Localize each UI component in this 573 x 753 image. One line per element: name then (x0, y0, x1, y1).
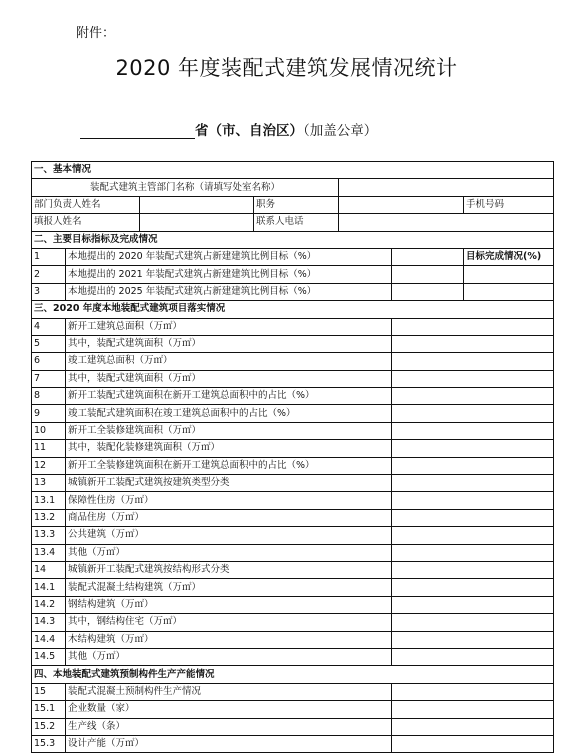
value-cell[interactable] (392, 318, 554, 335)
row-number: 13.1 (32, 492, 66, 509)
row-label: 其中，装配式建筑面积（万㎡） (66, 335, 392, 352)
value-cell[interactable] (392, 579, 554, 596)
filler-name-label: 填报人姓名 (32, 214, 140, 231)
section-heading: 四、本地装配式建筑预制构件生产产能情况 (32, 666, 554, 683)
value-cell[interactable] (392, 492, 554, 509)
contact-phone-cell[interactable] (339, 214, 554, 231)
value-cell[interactable] (392, 248, 464, 265)
row-label: 木结构建筑（万㎡） (66, 631, 392, 648)
row-label: 其中，钢结构住宅（万㎡） (66, 614, 392, 631)
head-name-label: 部门负责人姓名 (32, 196, 140, 213)
table-row (32, 283, 554, 300)
table-row (32, 614, 554, 631)
table-row (32, 318, 554, 335)
row-number: 14.3 (32, 614, 66, 631)
row-number: 13.4 (32, 544, 66, 561)
row-number: 12 (32, 457, 66, 474)
table-row (32, 735, 554, 752)
row-label: 其中，装配式建筑面积（万㎡） (66, 370, 392, 387)
row-number: 14.5 (32, 648, 66, 665)
table-row (32, 440, 554, 457)
row-label: 设计产能（万㎡） (66, 735, 392, 752)
dept-value-cell[interactable] (339, 179, 554, 196)
table-row (32, 388, 554, 405)
row-number: 4 (32, 318, 66, 335)
table-row (32, 422, 554, 439)
table-row (32, 527, 554, 544)
value-cell[interactable] (392, 266, 464, 283)
table-row (32, 248, 554, 265)
table-row (32, 475, 554, 492)
row-number: 10 (32, 422, 66, 439)
row-label: 城镇新开工装配式建筑按结构形式分类 (66, 561, 392, 578)
contact-phone-label: 联系人电话 (254, 214, 339, 231)
table-row (32, 335, 554, 352)
page-title: 2020 年度装配式建筑发展情况统计 (115, 56, 458, 80)
row-number: 7 (32, 370, 66, 387)
attachment-label: 附件： (76, 26, 116, 41)
table-row (32, 631, 554, 648)
table-row (32, 266, 554, 283)
value-cell[interactable] (392, 648, 554, 665)
row-number: 14.4 (32, 631, 66, 648)
row-number: 1 (32, 248, 66, 265)
row-label: 钢结构建筑（万㎡） (66, 596, 392, 613)
table-row (32, 544, 554, 561)
row-label: 本地提出的 2025 年装配式建筑占新建建筑比例目标（%） (66, 283, 392, 300)
section2-heading-row (32, 231, 554, 248)
filler-row (32, 214, 554, 231)
value-cell[interactable] (392, 457, 554, 474)
value-cell[interactable] (392, 388, 554, 405)
row-number: 13.3 (32, 527, 66, 544)
table-row (32, 353, 554, 370)
row-label: 新开工全装修建筑面积（万㎡） (66, 422, 392, 439)
row-label: 企业数量（家） (66, 701, 392, 718)
row-number: 15.1 (32, 701, 66, 718)
value-cell[interactable] (392, 561, 554, 578)
row-label: 新开工建筑总面积（万㎡） (66, 318, 392, 335)
row-number: 6 (32, 353, 66, 370)
row-label: 商品住房（万㎡） (66, 509, 392, 526)
row-label: 其他（万㎡） (66, 648, 392, 665)
section4-heading-row (32, 666, 554, 683)
head-row (32, 196, 554, 213)
row-number: 8 (32, 388, 66, 405)
row-label: 生产线（条） (66, 718, 392, 735)
value-cell[interactable] (392, 544, 554, 561)
value-cell[interactable] (392, 701, 554, 718)
row-label: 本地提出的 2021 年装配式建筑占新建建筑比例目标（%） (66, 266, 392, 283)
row-label: 公共建筑（万㎡） (66, 527, 392, 544)
section-heading: 一、基本情况 (32, 162, 554, 179)
row-number: 15.2 (32, 718, 66, 735)
table-row (32, 718, 554, 735)
province-label: 省（市、自治区） (195, 123, 303, 139)
completion-header: 目标完成情况(%) (464, 248, 554, 265)
table-row (32, 457, 554, 474)
row-label: 城镇新开工装配式建筑按建筑类型分类 (66, 475, 392, 492)
row-number: 14.1 (32, 579, 66, 596)
row-label: 其中，装配化装修建筑面积（万㎡） (66, 440, 392, 457)
value-cell[interactable] (392, 527, 554, 544)
table-row (32, 579, 554, 596)
value-cell[interactable] (392, 440, 554, 457)
value-cell[interactable] (392, 283, 464, 300)
table-row (32, 509, 554, 526)
row-label: 本地提出的 2020 年装配式建筑占新建建筑比例目标（%） (66, 248, 392, 265)
value-cell[interactable] (392, 405, 554, 422)
row-number: 9 (32, 405, 66, 422)
table-row (32, 701, 554, 718)
row-label: 保障性住房（万㎡） (66, 492, 392, 509)
value-cell[interactable] (392, 735, 554, 752)
dept-label: 装配式建筑主管部门名称（请填写处室名称） (32, 179, 339, 196)
table-row (32, 492, 554, 509)
table-row (32, 596, 554, 613)
dept-row (32, 179, 554, 196)
row-number: 2 (32, 266, 66, 283)
value-cell[interactable] (392, 509, 554, 526)
completion-cell[interactable] (464, 266, 554, 283)
section-heading: 三、2020 年度本地装配式建筑项目落实情况 (32, 301, 554, 318)
table-row (32, 683, 554, 700)
value-cell[interactable] (392, 353, 554, 370)
position-cell[interactable] (339, 196, 464, 213)
value-cell[interactable] (392, 631, 554, 648)
row-label: 装配式混凝土结构建筑（万㎡） (66, 579, 392, 596)
row-label: 其他（万㎡） (66, 544, 392, 561)
value-cell[interactable] (392, 335, 554, 352)
statistics-table (31, 161, 554, 753)
province-line (80, 119, 377, 139)
row-label: 新开工全装修建筑面积在新开工建筑总面积中的占比（%） (66, 457, 392, 474)
filler-name-cell[interactable] (140, 214, 254, 231)
row-number: 13.2 (32, 509, 66, 526)
row-number: 14.2 (32, 596, 66, 613)
row-label: 新开工装配式建筑面积在新开工建筑总面积中的占比（%） (66, 388, 392, 405)
row-number: 15.3 (32, 735, 66, 752)
phone-label: 手机号码 (464, 196, 554, 213)
table-row (32, 405, 554, 422)
value-cell[interactable] (392, 475, 554, 492)
row-number: 13 (32, 475, 66, 492)
row-label: 竣工装配式建筑面积在竣工建筑总面积中的占比（%） (66, 405, 392, 422)
value-cell[interactable] (392, 718, 554, 735)
seal-note: （加盖公章） (303, 123, 378, 139)
section3-heading-row (32, 301, 554, 318)
value-cell[interactable] (392, 370, 554, 387)
row-number: 11 (32, 440, 66, 457)
completion-cell[interactable] (464, 283, 554, 300)
value-cell[interactable] (392, 596, 554, 613)
row-label: 竣工建筑总面积（万㎡） (66, 353, 392, 370)
table-row (32, 561, 554, 578)
section-heading: 二、主要目标指标及完成情况 (32, 231, 554, 248)
table-row (32, 370, 554, 387)
row-number: 5 (32, 335, 66, 352)
value-cell[interactable] (392, 683, 554, 700)
row-number: 15 (32, 683, 66, 700)
position-label: 职务 (254, 196, 339, 213)
row-label: 装配式混凝土预制构件生产情况 (66, 683, 392, 700)
value-cell[interactable] (392, 422, 554, 439)
table-row (32, 648, 554, 665)
row-number: 14 (32, 561, 66, 578)
province-blank-field[interactable] (80, 124, 195, 139)
head-name-cell[interactable] (140, 196, 254, 213)
value-cell[interactable] (392, 614, 554, 631)
section1-heading-row (32, 162, 554, 179)
row-number: 3 (32, 283, 66, 300)
